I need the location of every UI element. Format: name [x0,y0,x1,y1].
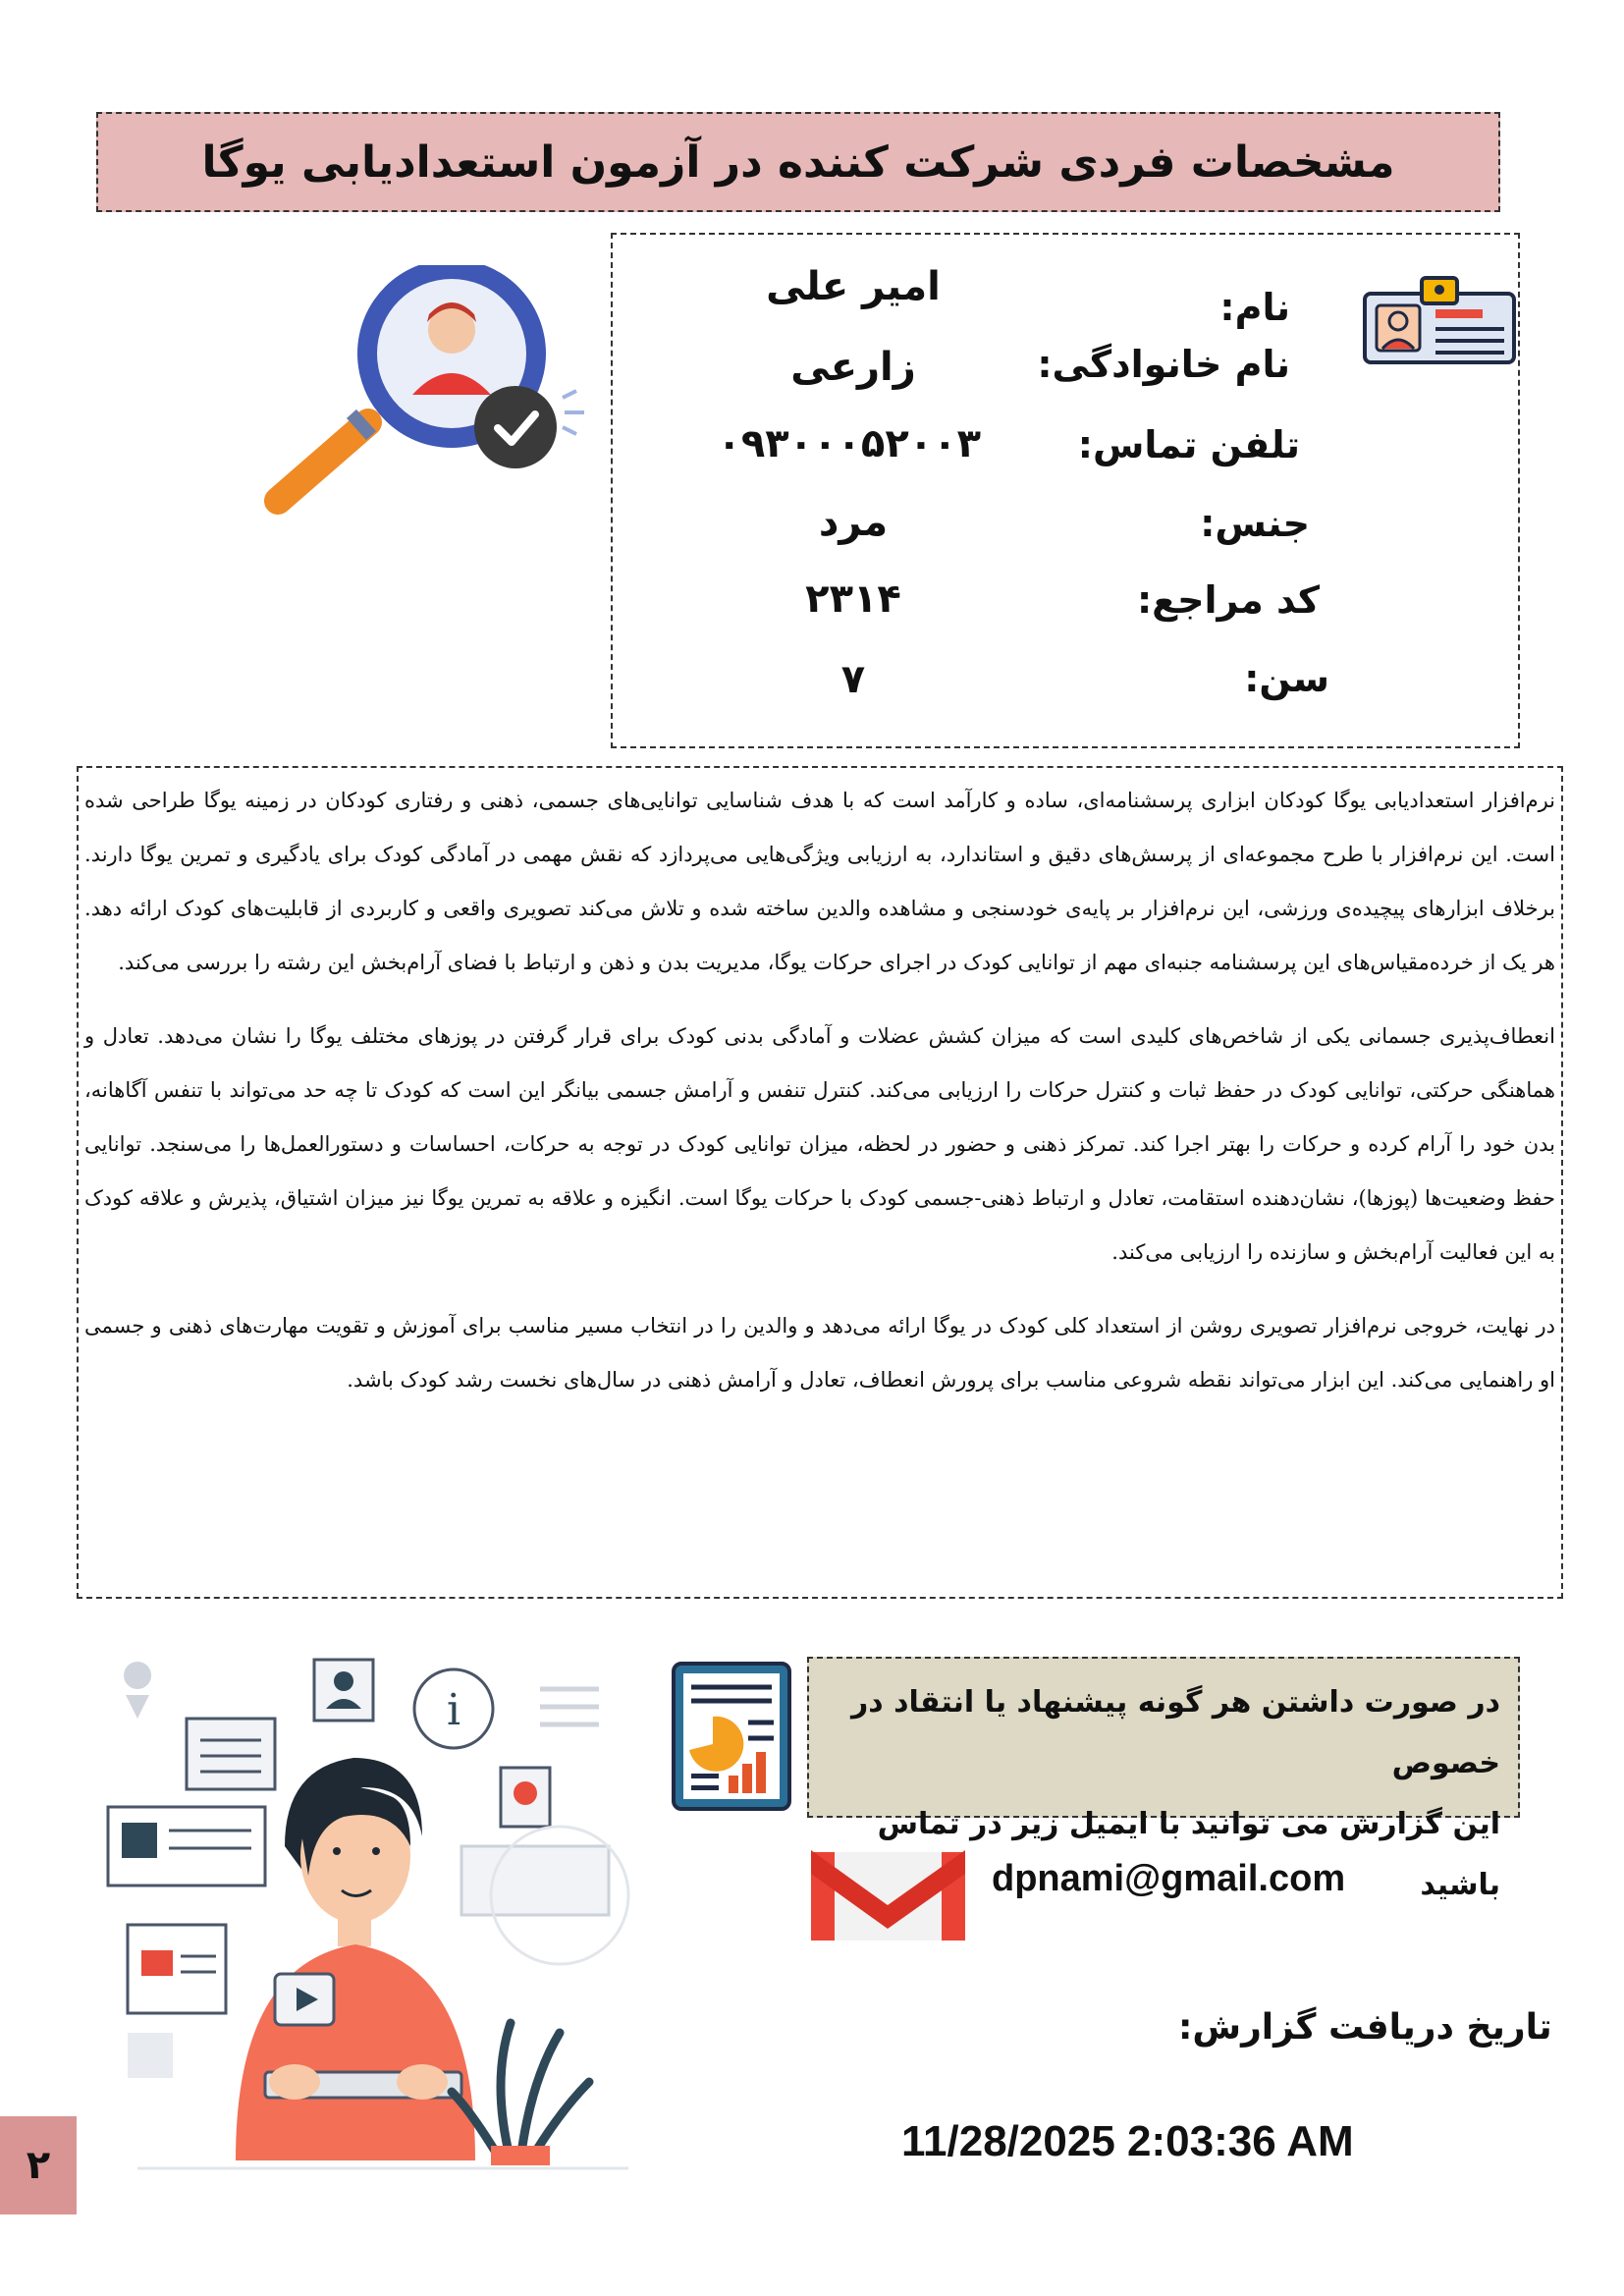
id-card-icon [1361,276,1518,366]
gender-value: مرد [818,500,889,545]
age-value: ۷ [840,657,866,702]
report-date-label: تاریخ دریافت گزارش: [1178,2007,1552,2048]
family-value: زارعی [790,345,916,390]
description-box [77,766,1563,1599]
page-number: ۲ [0,2116,77,2214]
description-paragraph-3: در نهایت، خروجی نرم‌افزار تصویری روشن از استعداد کلی کودک در یوگا ارائه می‌دهد و والدین را در انتخاب مسیر مناسب برای آموزش و تقویت مهارت‌های ذهنی و جسمی او راهنمایی می‌کند. این ابزار می‌تواند نقطه شروعی مناسب برای پرورش انعطاف، تعادل و آرامش ذهنی در سال‌های نخست رشد کودک باشد. [84,1314,1555,1392]
person-laptop-illustration [98,1650,648,2190]
gender-label: جنس: [1200,502,1310,545]
description-paragraph-1: نرم‌افزار استعدادیابی یوگا کودکان ابزاری پرسشنامه‌ای، ساده و کارآمد است که با هدف شناسایی توانایی‌های جسمی، ذهنی و رفتاری کودکان در زمینه یوگا طراحی شده است. این نرم‌افزار با طرح مجموعه‌ای از پرسش‌های دقیق و استاندارد، به ارزیابی ویژگی‌هایی می‌پردازد که نقش مهمی در آمادگی کودک برای یادگیری و تمرین یوگا دارند. برخلاف ابزارهای پیچیده‌ی ورزشی، این نرم‌افزار بر پایه‌ی خودسنجی و مشاهده والدین ساخته شده و تلاش می‌کند تصویری واقعی و کاربردی از قابلیت‌های کودک ارائه دهد. هر یک از خرده‌مقیاس‌های این پرسشنامه جنبه‌ای مهم از توانایی کودک در اجرای حرکات یوگا، مدیریت بدن و ذهن و ارتباط با فضای آرام‌بخش این رشته را بررسی می‌کند. [84,789,1555,974]
age-label: سن: [1244,657,1329,700]
gmail-icon [807,1846,969,1944]
phone-value: ۰۹۳۰۰۰۵۲۰۰۳ [717,421,981,466]
ref-code-label: کد مراجع: [1136,578,1320,622]
ref-code-value: ۲۳۱۴ [805,576,901,622]
feedback-line-1: در صورت داشتن هر گونه پیشنهاد یا انتقاد در خصوص [850,1685,1500,1780]
name-label: نام: [1219,286,1290,329]
description-paragraph-2: انعطاف‌پذیری جسمانی یکی از شاخص‌های کلیدی است که میزان کشش عضلات و آمادگی بدنی کودک برای قرار گرفتن در پوزهای مختلف یوگا را نشان می‌دهد. تعادل و هماهنگی حرکتی، توانایی کودک در حفظ ثبات و کنترل حرکات را ارزیابی می‌کند. کنترل تنفس و آرامش جسمی بیانگر این است که کودک تا چه حد می‌تواند با تنفس آگاهانه، بدن خود را آرام کرده و حرکات را بهتر اجرا کند. تمرکز ذهنی و حضور در لحظه، میزان توانایی کودک در توجه به حرکات، احساسات و دستورالعمل‌ها را می‌سنجد. توانایی حفظ وضعیت‌ها (پوزها)، نشان‌دهنده استقامت، تعادل و ارتباط ذهنی-جسمی کودک با حرکات یوگا است. انگیزه و علاقه به تمرین یوگا نیز میزان اشتیاق، پذیرش و علاقه کودک به این فعالیت آرام‌بخش و سازنده را ارزیابی می‌کند. [84,1024,1555,1264]
page-title: مشخصات فردی شرکت کننده در آزمون استعدادیابی یوگا [201,137,1395,188]
page-title-box [96,112,1500,212]
svg-text:i: i [446,1685,461,1735]
report-chart-icon [670,1660,793,1813]
magnifier-user-icon [250,265,594,520]
family-label: نام خانوادگی: [1037,343,1290,386]
report-date-value: 11/28/2025 2:03:36 AM [901,2117,1354,2165]
feedback-line-2: این گزارش می توانید با ایمیل زیر در تماس باشید [877,1807,1500,1902]
contact-email[interactable]: dpnami@gmail.com [992,1858,1346,1899]
phone-label: تلفن تماس: [1077,423,1300,466]
name-value: امیر علی [766,264,941,309]
personal-info-box [611,233,1520,748]
